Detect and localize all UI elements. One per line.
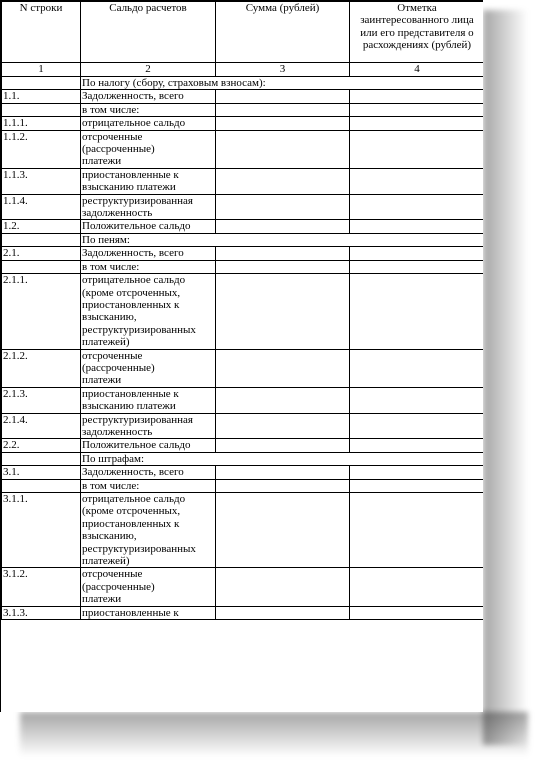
table-row — [2, 606, 484, 619]
amount-cell[interactable] — [216, 493, 350, 568]
row-number: 2.1. — [2, 247, 81, 260]
row-label: приостановленные к — [81, 606, 216, 619]
row-number: 2.2. — [2, 439, 81, 452]
row-label: отрицательное сальдо — [81, 117, 216, 130]
section-row — [2, 77, 484, 90]
row-label: реструктуризированная задолженность — [81, 413, 216, 439]
row-label: в том числе: — [81, 260, 216, 273]
mark-cell[interactable] — [350, 90, 484, 103]
mark-cell[interactable] — [350, 413, 484, 439]
row-label: в том числе: — [81, 479, 216, 492]
row-label: отсроченные (рассроченные) платежи — [81, 130, 216, 168]
mark-cell[interactable] — [350, 130, 484, 168]
row-label: Задолженность, всего — [81, 247, 216, 260]
mark-cell[interactable] — [350, 387, 484, 413]
mark-cell[interactable] — [350, 220, 484, 233]
row-label: приостановленные к взысканию платежи — [81, 168, 216, 194]
amount-cell[interactable] — [216, 194, 350, 220]
row-number: 1.1.2. — [2, 130, 81, 168]
mark-cell[interactable] — [350, 349, 484, 387]
table-row — [2, 493, 484, 568]
table-row — [2, 130, 484, 168]
row-number: 3.1. — [2, 466, 81, 479]
header-row — [2, 2, 484, 63]
table-row — [2, 466, 484, 479]
mark-cell[interactable] — [350, 479, 484, 492]
table-row — [2, 90, 484, 103]
section-row — [2, 233, 484, 246]
section-title-penalty: По пеням: — [81, 233, 484, 246]
section-title-tax: По налогу (сбору, страховым взносам): — [81, 77, 484, 90]
table-row — [2, 117, 484, 130]
column-number: 2 — [81, 63, 216, 77]
table-row — [2, 260, 484, 273]
amount-cell[interactable] — [216, 90, 350, 103]
section-row — [2, 452, 484, 465]
column-number: 1 — [2, 63, 81, 77]
table-row — [2, 387, 484, 413]
row-number: 1.1.1. — [2, 117, 81, 130]
mark-cell[interactable] — [350, 168, 484, 194]
row-number: 3.1.1. — [2, 493, 81, 568]
row-number: 2.1.2. — [2, 349, 81, 387]
row-number: 2.1.3. — [2, 387, 81, 413]
amount-cell[interactable] — [216, 130, 350, 168]
mark-cell[interactable] — [350, 260, 484, 273]
table-row — [2, 194, 484, 220]
row-number: 1.1.4. — [2, 194, 81, 220]
row-label: отсроченные (рассроченные) платежи — [81, 568, 216, 606]
balance-table — [1, 1, 483, 620]
row-label: Задолженность, всего — [81, 466, 216, 479]
mark-cell[interactable] — [350, 466, 484, 479]
row-label: Задолженность, всего — [81, 90, 216, 103]
table-row — [2, 413, 484, 439]
row-number — [2, 103, 81, 116]
header-amount: Сумма (рублей) — [216, 2, 350, 63]
row-label: Положительное сальдо — [81, 220, 216, 233]
amount-cell[interactable] — [216, 387, 350, 413]
header-line-number: N строки — [2, 2, 81, 63]
table-row — [2, 568, 484, 606]
mark-cell[interactable] — [350, 606, 484, 619]
table-row — [2, 247, 484, 260]
row-number: 1.1. — [2, 90, 81, 103]
column-number: 4 — [350, 63, 484, 77]
row-label: приостановленные к взысканию платежи — [81, 387, 216, 413]
mark-cell[interactable] — [350, 274, 484, 349]
table-row — [2, 349, 484, 387]
page-shadow-bottom — [20, 712, 528, 757]
amount-cell[interactable] — [216, 439, 350, 452]
row-number — [2, 260, 81, 273]
amount-cell[interactable] — [216, 349, 350, 387]
table-row — [2, 479, 484, 492]
row-number: 1.1.3. — [2, 168, 81, 194]
table-row — [2, 168, 484, 194]
table-row — [2, 220, 484, 233]
amount-cell[interactable] — [216, 479, 350, 492]
amount-cell[interactable] — [216, 220, 350, 233]
row-number: 2.1.4. — [2, 413, 81, 439]
table-row — [2, 274, 484, 349]
row-label: реструктуризированная задолженность — [81, 194, 216, 220]
mark-cell[interactable] — [350, 568, 484, 606]
row-label: отрицательное сальдо (кроме отсроченных, приостановленных к взысканию, реструктуризированных платежей) — [81, 493, 216, 568]
mark-cell[interactable] — [350, 103, 484, 116]
amount-cell[interactable] — [216, 260, 350, 273]
column-number: 3 — [216, 63, 350, 77]
row-number: 3.1.3. — [2, 606, 81, 619]
amount-cell[interactable] — [216, 168, 350, 194]
row-label: отсроченные (рассроченные) платежи — [81, 349, 216, 387]
amount-cell[interactable] — [216, 568, 350, 606]
row-label: отрицательное сальдо (кроме отсроченных, приостановленных к взысканию, реструктуризированных платежей) — [81, 274, 216, 349]
row-number — [2, 479, 81, 492]
mark-cell[interactable] — [350, 194, 484, 220]
row-number: 2.1.1. — [2, 274, 81, 349]
header-balance: Сальдо расчетов — [81, 2, 216, 63]
section-title-fine: По штрафам: — [81, 452, 484, 465]
amount-cell[interactable] — [216, 247, 350, 260]
amount-cell[interactable] — [216, 413, 350, 439]
mark-cell[interactable] — [350, 117, 484, 130]
mark-cell[interactable] — [350, 247, 484, 260]
column-number-row — [2, 63, 484, 77]
amount-cell[interactable] — [216, 606, 350, 619]
row-label: в том числе: — [81, 103, 216, 116]
amount-cell[interactable] — [216, 103, 350, 116]
table-row — [2, 439, 484, 452]
table-row — [2, 103, 484, 116]
header-mark: Отметка заинтересованного лица или его представителя о расхождениях (рублей) — [350, 2, 484, 63]
row-number: 1.2. — [2, 220, 81, 233]
amount-cell[interactable] — [216, 466, 350, 479]
row-label: Положительное сальдо — [81, 439, 216, 452]
row-number: 3.1.2. — [2, 568, 81, 606]
page-shadow-right — [483, 10, 528, 745]
mark-cell[interactable] — [350, 439, 484, 452]
amount-cell[interactable] — [216, 117, 350, 130]
mark-cell[interactable] — [350, 493, 484, 568]
amount-cell[interactable] — [216, 274, 350, 349]
